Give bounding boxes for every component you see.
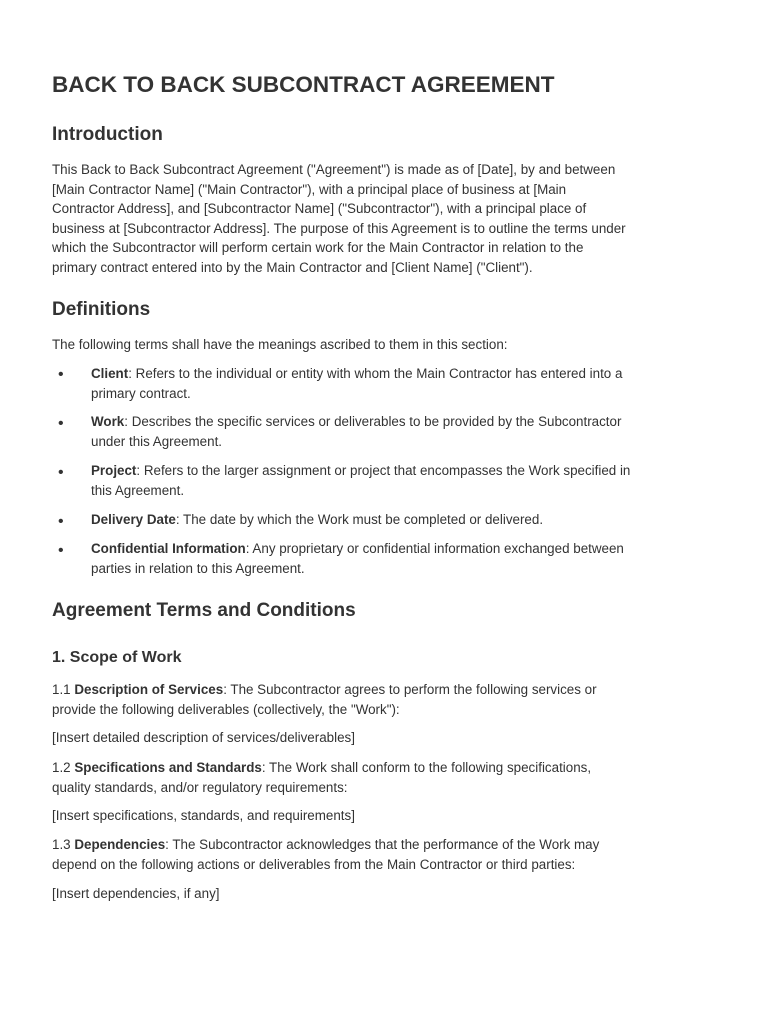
text-line: which the Subcontractor will perform certain work for the Main Contractor in relation to the xyxy=(52,240,584,255)
bullet-icon: • xyxy=(58,542,64,559)
definition-text: parties in relation to this Agreement. xyxy=(91,560,305,576)
document-title: BACK TO BACK SUBCONTRACT AGREEMENT xyxy=(52,72,555,97)
definition-text: : Describes the specific services or deliverables to be provided by the Subcontractor xyxy=(124,414,622,429)
definitions-heading: Definitions xyxy=(52,299,151,320)
definition-text: this Agreement. xyxy=(91,482,185,498)
bullet-icon: • xyxy=(58,513,64,530)
clause-text: : The Subcontractor acknowledges that the performance of the Work may xyxy=(165,837,600,852)
definition-term: Project xyxy=(91,463,137,478)
bullet-icon: • xyxy=(58,415,64,432)
definition-term: Client xyxy=(91,366,129,381)
definitions-intro: The following terms shall have the meanings ascribed to them in this section: xyxy=(52,337,508,352)
clause-text: : The Subcontractor agrees to perform the following services or xyxy=(223,682,597,697)
definition-text: : Refers to the larger assignment or project that encompasses the Work specified in xyxy=(136,463,631,478)
definition-term: Delivery Date xyxy=(91,512,176,527)
clause-number: 1.3 xyxy=(52,837,75,852)
terms-heading: Agreement Terms and Conditions xyxy=(52,600,356,621)
definition-text: primary contract. xyxy=(91,385,191,401)
clause-number: 1.1 xyxy=(52,682,75,697)
bullet-icon: • xyxy=(58,366,64,383)
text-line: business at [Subcontractor Address]. The purpose of this Agreement is to outline the terms under xyxy=(52,220,626,236)
scope-of-work-heading: 1. Scope of Work xyxy=(52,649,182,666)
text-line: This Back to Back Subcontract Agreement ("Agreement") is made as of [Date], by and between xyxy=(52,162,616,177)
clause-text: quality standards, and/or regulatory requirements: xyxy=(52,779,348,795)
clause-number: 1.2 xyxy=(52,760,75,775)
definition-text: under this Agreement. xyxy=(91,433,223,449)
definition-term: Work xyxy=(91,414,125,429)
definition-text: : The date by which the Work must be completed or delivered. xyxy=(175,512,544,527)
clause-term: Dependencies xyxy=(74,837,166,852)
text-line: [Main Contractor Name] ("Main Contractor"), with a principal place of business at [Main xyxy=(52,181,567,197)
insert-placeholder: [Insert detailed description of services/deliverables] xyxy=(52,730,355,745)
clause-1-1 xyxy=(52,680,597,719)
text-line: primary contract entered into by the Main Contractor and [Client Name] ("Client"). xyxy=(52,259,533,275)
introduction-paragraph xyxy=(52,160,626,277)
clause-text: provide the following deliverables (collectively, the "Work"): xyxy=(52,701,400,717)
clause-1-3 xyxy=(52,835,599,874)
definition-text: : Refers to the individual or entity with whom the Main Contractor has entered into a xyxy=(128,366,623,381)
clause-1-2 xyxy=(52,758,591,797)
insert-placeholder: [Insert specifications, standards, and requirements] xyxy=(52,808,355,823)
clause-text: : The Work shall conform to the following specifications, xyxy=(261,760,592,775)
introduction-heading: Introduction xyxy=(52,124,163,145)
bullet-icon: • xyxy=(58,464,64,481)
text-line: Contractor Address], and [Subcontractor Name] ("Subcontractor"), with a principal place of xyxy=(52,201,587,216)
definition-text: : Any proprietary or confidential information exchanged between xyxy=(245,541,624,556)
clause-term: Specifications and Standards xyxy=(74,760,262,775)
clause-term: Description of Services xyxy=(74,682,224,697)
insert-placeholder: [Insert dependencies, if any] xyxy=(52,886,220,901)
definition-term: Confidential Information xyxy=(91,541,246,556)
clause-text: depend on the following actions or deliverables from the Main Contractor or third parties: xyxy=(52,856,576,872)
